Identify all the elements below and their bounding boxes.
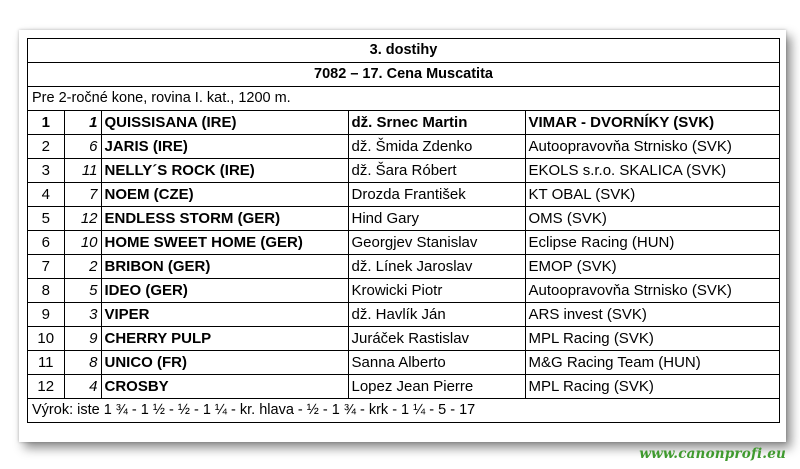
jockey-cell: Juráček Rastislav bbox=[348, 327, 525, 351]
start-number-cell: 10 bbox=[64, 231, 101, 255]
watermark: www.canonprofi.eu bbox=[639, 446, 786, 462]
jockey-cell: Krowicki Piotr bbox=[348, 279, 525, 303]
start-number-cell: 12 bbox=[64, 207, 101, 231]
table-row bbox=[28, 207, 779, 231]
start-number-cell: 4 bbox=[64, 375, 101, 399]
table-row bbox=[28, 255, 779, 279]
jockey-cell: dž. Šara Róbert bbox=[348, 159, 525, 183]
jockey-cell: Sanna Alberto bbox=[348, 351, 525, 375]
owner-cell: EMOP (SVK) bbox=[525, 255, 779, 279]
place-cell: 4 bbox=[28, 183, 64, 207]
owner-cell: KT OBAL (SVK) bbox=[525, 183, 779, 207]
start-number-cell: 3 bbox=[64, 303, 101, 327]
jockey-cell: Drozda František bbox=[348, 183, 525, 207]
owner-cell: MPL Racing (SVK) bbox=[525, 375, 779, 399]
owner-cell: M&G Racing Team (HUN) bbox=[525, 351, 779, 375]
table-row bbox=[28, 183, 779, 207]
horse-name-cell: IDEO (GER) bbox=[101, 279, 348, 303]
race-conditions: Pre 2-ročné kone, rovina I. kat., 1200 m. bbox=[28, 87, 779, 111]
start-number-cell: 11 bbox=[64, 159, 101, 183]
horse-name-cell: VIPER bbox=[101, 303, 348, 327]
results-table bbox=[28, 111, 779, 399]
owner-cell: EKOLS s.r.o. SKALICA (SVK) bbox=[525, 159, 779, 183]
race-name: 7082 – 17. Cena Muscatita bbox=[28, 63, 779, 87]
place-cell: 10 bbox=[28, 327, 64, 351]
owner-cell: Eclipse Racing (HUN) bbox=[525, 231, 779, 255]
horse-name-cell: CHERRY PULP bbox=[101, 327, 348, 351]
horse-name-cell: HOME SWEET HOME (GER) bbox=[101, 231, 348, 255]
jockey-cell: Lopez Jean Pierre bbox=[348, 375, 525, 399]
place-cell: 2 bbox=[28, 135, 64, 159]
race-title: 3. dostihy bbox=[28, 39, 779, 63]
owner-cell: Autoopravovňa Strnisko (SVK) bbox=[525, 135, 779, 159]
table-row bbox=[28, 351, 779, 375]
table-row bbox=[28, 231, 779, 255]
jockey-cell: Georgjev Stanislav bbox=[348, 231, 525, 255]
horse-name-cell: CROSBY bbox=[101, 375, 348, 399]
table-row bbox=[28, 279, 779, 303]
start-number-cell: 5 bbox=[64, 279, 101, 303]
place-cell: 1 bbox=[28, 111, 64, 135]
jockey-cell: dž. Šmida Zdenko bbox=[348, 135, 525, 159]
place-cell: 3 bbox=[28, 159, 64, 183]
start-number-cell: 9 bbox=[64, 327, 101, 351]
place-cell: 6 bbox=[28, 231, 64, 255]
start-number-cell: 8 bbox=[64, 351, 101, 375]
table-row bbox=[28, 159, 779, 183]
horse-name-cell: UNICO (FR) bbox=[101, 351, 348, 375]
horse-name-cell: NOEM (CZE) bbox=[101, 183, 348, 207]
table-row bbox=[28, 135, 779, 159]
table-row bbox=[28, 375, 779, 399]
place-cell: 11 bbox=[28, 351, 64, 375]
owner-cell: OMS (SVK) bbox=[525, 207, 779, 231]
place-cell: 7 bbox=[28, 255, 64, 279]
results-sheet bbox=[27, 38, 780, 423]
place-cell: 12 bbox=[28, 375, 64, 399]
start-number-cell: 7 bbox=[64, 183, 101, 207]
place-cell: 8 bbox=[28, 279, 64, 303]
owner-cell: ARS invest (SVK) bbox=[525, 303, 779, 327]
horse-name-cell: NELLY´S ROCK (IRE) bbox=[101, 159, 348, 183]
start-number-cell: 2 bbox=[64, 255, 101, 279]
jockey-cell: dž. Srnec Martin bbox=[348, 111, 525, 135]
table-row bbox=[28, 327, 779, 351]
results-card bbox=[19, 30, 786, 442]
jockey-cell: dž. Havlík Ján bbox=[348, 303, 525, 327]
jockey-cell: dž. Línek Jaroslav bbox=[348, 255, 525, 279]
table-row bbox=[28, 303, 779, 327]
table-row bbox=[28, 111, 779, 135]
place-cell: 9 bbox=[28, 303, 64, 327]
owner-cell: VIMAR - DVORNÍKY (SVK) bbox=[525, 111, 779, 135]
horse-name-cell: BRIBON (GER) bbox=[101, 255, 348, 279]
start-number-cell: 6 bbox=[64, 135, 101, 159]
horse-name-cell: QUISSISANA (IRE) bbox=[101, 111, 348, 135]
place-cell: 5 bbox=[28, 207, 64, 231]
horse-name-cell: JARIS (IRE) bbox=[101, 135, 348, 159]
start-number-cell: 1 bbox=[64, 111, 101, 135]
jockey-cell: Hind Gary bbox=[348, 207, 525, 231]
horse-name-cell: ENDLESS STORM (GER) bbox=[101, 207, 348, 231]
race-verdict: Výrok: iste 1 ¾ - 1 ½ - ½ - 1 ¼ - kr. hlava - ½ - 1 ¾ - krk - 1 ¼ - 5 - 17 bbox=[32, 402, 476, 418]
owner-cell: MPL Racing (SVK) bbox=[525, 327, 779, 351]
owner-cell: Autoopravovňa Strnisko (SVK) bbox=[525, 279, 779, 303]
